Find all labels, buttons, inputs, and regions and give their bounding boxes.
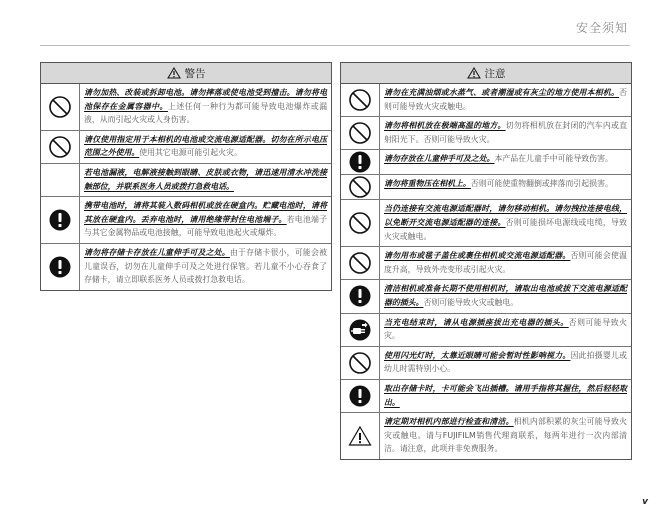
caution-triangle-icon	[467, 67, 481, 79]
warning-item-detail: 使用其它电源可能引起火灾。	[139, 148, 242, 158]
warning-rows	[41, 84, 331, 290]
caution-panel-header	[341, 63, 631, 84]
warning-panel	[40, 62, 332, 291]
caution-item-text	[380, 413, 631, 459]
caution-item-emphasis: 请勿将重物压在相机上。	[384, 179, 471, 189]
caution-panel-title: 注意	[484, 67, 506, 80]
caution-item-emphasis: 请勿存放在儿童伸手可及之处。	[384, 154, 495, 164]
caution-item-text	[380, 200, 631, 246]
prohibited-icon	[341, 117, 380, 149]
warning-item	[41, 131, 331, 164]
caution-item-detail: 否则可能损坏电源线或电缆，导致火灾或触电。	[384, 217, 627, 241]
mandatory-icon	[341, 280, 380, 312]
caution-item	[341, 247, 631, 280]
prohibited-icon	[341, 347, 380, 379]
mandatory-icon	[341, 380, 380, 412]
warning-item	[41, 164, 331, 197]
caution-item	[341, 150, 631, 175]
mandatory-icon	[41, 244, 80, 290]
caution-item	[341, 84, 631, 117]
warning-item	[41, 84, 331, 131]
caution-item	[341, 314, 631, 347]
warning-item	[41, 197, 331, 244]
caution-rows	[341, 84, 631, 459]
empty-icon-cell	[41, 164, 80, 196]
caution-item-text	[380, 117, 631, 149]
caution-item-emphasis: 当仍连接有交流电源适配器时，请勿移动相机。请勿拽拉连接电线，以免断开交流电源适配器的连接。	[384, 204, 627, 227]
warning-item-emphasis: 请仅使用指定用于本相机的电池或交流电源适配器。切勿在所示电压范围之外使用。	[84, 134, 327, 158]
header-rule	[40, 45, 630, 46]
caution-item	[341, 347, 631, 380]
caution-item-detail: 因此拍摄婴儿或幼儿时需特别小心。	[384, 350, 627, 374]
warning-item-text	[80, 197, 331, 243]
caution-item-text	[380, 380, 631, 412]
prohibited-icon	[41, 84, 80, 130]
warning-item-detail: 若电池端子与其它金属物品或电池接触，可能导致电池起火或爆炸。	[84, 214, 327, 238]
prohibited-icon	[341, 175, 380, 199]
caution-item-emphasis: 取出存储卡时，卡可能会飞出插槽。请用手指将其握住，然后轻轻取出。	[384, 383, 627, 407]
caution-item-emphasis: 当充电结束时，请从电源插座拔出充电器的插头。	[384, 317, 569, 327]
caution-item-detail: 切勿将相机放在封闭的汽车内或直射阳光下。否则可能导致火灾。	[384, 121, 627, 144]
caution-item-detail: 否则可能使重物翻倒或摔落而引起损害。	[470, 179, 613, 189]
warning-panel-header	[41, 63, 331, 84]
warning-item-detail: 上述任何一种行为都可能导致电池爆炸或漏液，从而引起火灾或人身伤害。	[84, 101, 327, 125]
warning-panel-title: 警告	[184, 67, 206, 80]
warning-item-detail: 由于存储卡很小，可能会被儿童误吞，切勿在儿童伸手可及之处进行保管。若儿童不小心吞食了存储卡，请立即联系医务人员或拨打急救电话。	[84, 247, 327, 285]
warning-item-emphasis: 请勿加热、改装或拆卸电池。请勿摔落或使电池受到撞击。请勿将电池保存在金属容器中。	[84, 88, 327, 111]
warning-item-text	[80, 84, 331, 130]
caution-item-emphasis: 使用闪光灯时，太靠近眼睛可能会暂时性影响视力。	[384, 350, 571, 360]
caution-item-emphasis: 请勿将相机放在极端高温的地方。	[384, 121, 506, 131]
caution-item	[341, 380, 631, 413]
mandatory-icon	[341, 150, 380, 174]
caution-item-detail: 相机内部积累的灰尘可能导致火灾或触电。请与FUJIFILM销售代理商联系，每两年进行一次内部清洁。请注意，此项并非免费服务。	[384, 417, 627, 454]
caution-item-text	[380, 314, 631, 346]
caution-item-emphasis: 请勿用布或毯子盖住或裹住相机或交流电源适配器。	[384, 251, 571, 261]
warning-item-text	[80, 244, 331, 290]
caution-item-emphasis: 请勿在充满油烟或水蒸气、或者潮湿或有灰尘的地方使用本相机。	[384, 88, 620, 97]
caution-item	[341, 117, 631, 150]
caution-item-text	[380, 175, 631, 199]
caution-item-text	[380, 150, 631, 174]
warning-item-emphasis: 请勿将存储卡存放在儿童伸手可及之处。	[84, 247, 230, 257]
warning-item-text	[80, 164, 331, 196]
mandatory-icon	[41, 197, 80, 243]
page-header-title: 安全须知	[575, 21, 628, 35]
warning-triangle-icon	[167, 67, 181, 79]
prohibited-icon	[41, 131, 80, 163]
caution-item	[341, 413, 631, 459]
caution-item-detail: 否则可能导致火灾或触电。	[423, 297, 519, 307]
caution-item-detail: 否则可能会使温度升高，导致外壳变形或引起火灾。	[384, 251, 627, 274]
caution-item-detail: 本产品在儿童手中可能导致伤害。	[494, 154, 613, 164]
prohibited-icon	[341, 247, 380, 279]
page-number: v	[642, 497, 648, 507]
caution-item-emphasis: 清洁相机或准备长期不使用相机时，请取出电池或拔下交流电源适配器的插头。	[384, 284, 627, 307]
caution-item-text	[380, 247, 631, 279]
caution-item	[341, 175, 631, 200]
caution-item-text	[380, 347, 631, 379]
caution-item	[341, 280, 631, 313]
prohibited-icon	[341, 200, 380, 246]
caution-item	[341, 200, 631, 247]
unplug-icon	[341, 314, 380, 346]
caution-item-text	[380, 280, 631, 312]
caution-triangle-icon	[341, 413, 380, 459]
warning-item-emphasis: 携带电池时，请将其装入数码相机或放在硬盒内。贮藏电池时，请将其放在硬盒内。丢弃电池时，请用绝缘带封住电池端子。	[84, 201, 327, 224]
warning-item	[41, 244, 331, 290]
prohibited-icon	[341, 84, 380, 116]
caution-item-detail: 否则可能导致火灾。	[384, 317, 627, 341]
caution-item-detail: 否则可能导致火灾或触电。	[384, 88, 627, 111]
caution-item-emphasis: 请定期对相机内部进行检查和清洁。	[384, 417, 514, 427]
warning-item-emphasis: 若电池漏液，电解液接触到眼睛、皮肤或衣物，请迅速用清水冲洗接触部位，并联系医务人员或拨打急救电话。	[84, 167, 327, 191]
caution-item-text	[380, 84, 631, 116]
warning-item-text	[80, 131, 331, 163]
caution-panel	[340, 62, 632, 460]
